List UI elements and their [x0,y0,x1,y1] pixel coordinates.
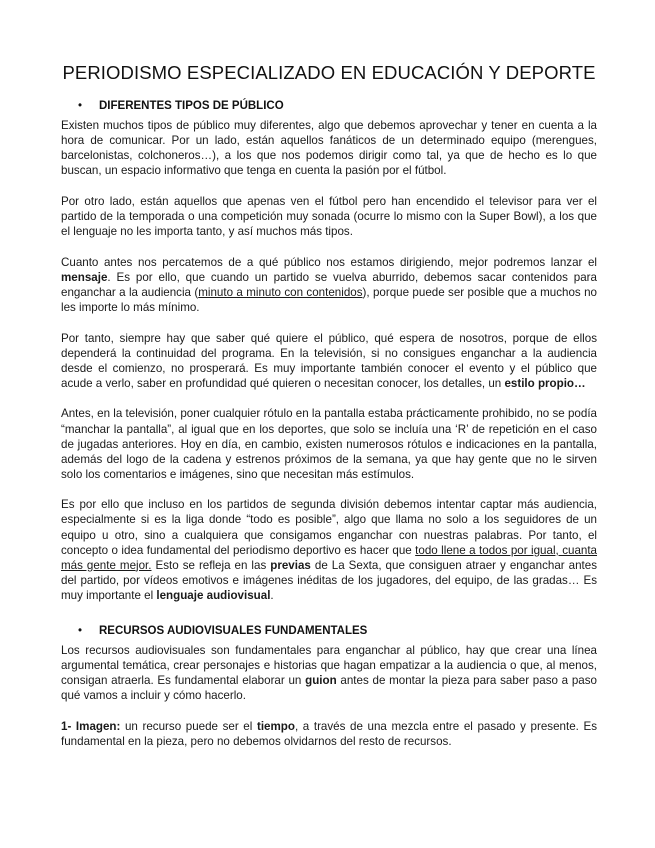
section-heading-recursos [61,625,597,637]
bold-text: tiempo [256,719,295,733]
underlined-text: minuto a minuto con contenidos [198,285,363,299]
text-run: Por tanto, siempre hay que saber qué quiere el público, qué espera de nosotros, porque de ellos dependerá la continuidad del programa. En la televisión, si no consigues enganchar a la audiencia desde el comienzo, no prosperará. Es muy importante también conocer el evento y el público que acude a verlo, saber en profundidad qué quieren o necesitan conocer, los detalles, un [61,331,597,390]
text-run: Esto se refleja en las [151,558,271,572]
section-heading-label: DIFERENTES TIPOS DE PÚBLICO [99,100,284,112]
text-run: Es por ello que incluso en los partidos de segunda división debemos intentar captar más audiencia, especialmente si es la liga donde “todo es posible”, algo que llama no solo a los seguidores de un equipo u otro, sino a cualquiera que consigamos enganchar con nuestras palabras. Por tanto, el concepto o idea fundamental del periodismo deportivo es hacer que [61,498,597,557]
bold-text: 1- Imagen: [61,719,121,733]
text-run: . [270,588,274,602]
page-title: PERIODISMO ESPECIALIZADO EN EDUCACIÓN Y DEPORTE [62,62,596,83]
text-run: antes de montar la pieza para saber paso a paso qué vamos a incluir y cómo hacerlo. [61,674,597,703]
paragraph [61,331,597,391]
paragraph [61,497,597,603]
text-run: . Es por ello, que cuando un partido se vuelva aburrido, debemos sacar contenidos para enganchar a la audiencia ( [61,270,597,299]
paragraph [61,643,597,703]
paragraph: Antes, en la televisión, poner cualquier rótulo en la pantalla estaba prácticamente prohibido, no se podía “manchar la pantalla”, al igual que en los deportes, que solo se incluía una ‘R’ de repetición en el caso de jugadas anteriores. Hoy en día, en cambio, existen numerosos rótulos e indicaciones en la pantalla, además del logo de la cadena y estrenos próximos de la semana, ya que hay gente que no le sirven solo los comentarios e imágenes, sino que necesitan más estímulos. [61,407,597,481]
paragraph [61,255,597,315]
text-run: de La Sexta, que consiguen atraer y enganchar antes del partido, por vídeos emotivos e imágenes inéditas de los jugadores, del equipo, de las gradas… Es muy importante el [61,558,597,602]
paragraph: Por otro lado, están aquellos que apenas ven el fútbol pero han encendido el televisor para ver el partido de la temporada o una competición muy sonada (ocurre lo mismo con la Super Bowl), a los que el lenguaje no les importa tanto, y así muchos más tipos. [61,194,597,239]
text-run: Cuanto antes nos percatemos de a qué público nos estamos dirigiendo, mejor podremos lanzar el [61,255,597,269]
bullet-icon: • [78,100,83,112]
bold-text: mensaje [61,270,108,284]
bold-text: previas [270,558,311,572]
underlined-text: todo llene a todos por igual, cuanta más gente mejor. [61,543,598,572]
text-run: Los recursos audiovisuales son fundamentales para enganchar al público, hay que crear una línea argumental temática, crear personajes e historias que hagan empatizar a la audiencia o que, al menos, consigan atraerla. Es fundamental elaborar un [61,644,597,688]
bold-text: lenguaje audiovisual [156,588,271,602]
bullet-icon: • [78,625,83,638]
text-run: , a través de una mezcla entre el pasado y presente. Es fundamental en la pieza, pero no debemos olvidarnos del resto de recursos. [61,719,597,748]
section-heading-label: RECURSOS AUDIOVISUALES FUNDAMENTALES [99,625,368,638]
paragraph: Existen muchos tipos de público muy diferentes, algo que debemos aprovechar y tener en cuenta a la hora de comunicar. Por un lado, están aquellos fanáticos de un determinado equipo (merengues, barcelonistas, colchoneros…), a los que nos podemos dirigir como tal, ya que de hecho es lo que buscan, un espacio informativo que tenga en cuenta la pasión por el fútbol. [61,119,597,178]
section-heading-publico [61,100,597,112]
paragraph [61,719,597,749]
text-run: ), porque puede ser posible que a muchos no les importe lo más mínimo. [61,285,597,314]
bold-text: guion [305,674,337,688]
text-run: un recurso puede ser el [120,719,257,733]
bold-text: estilo propio… [504,376,586,390]
